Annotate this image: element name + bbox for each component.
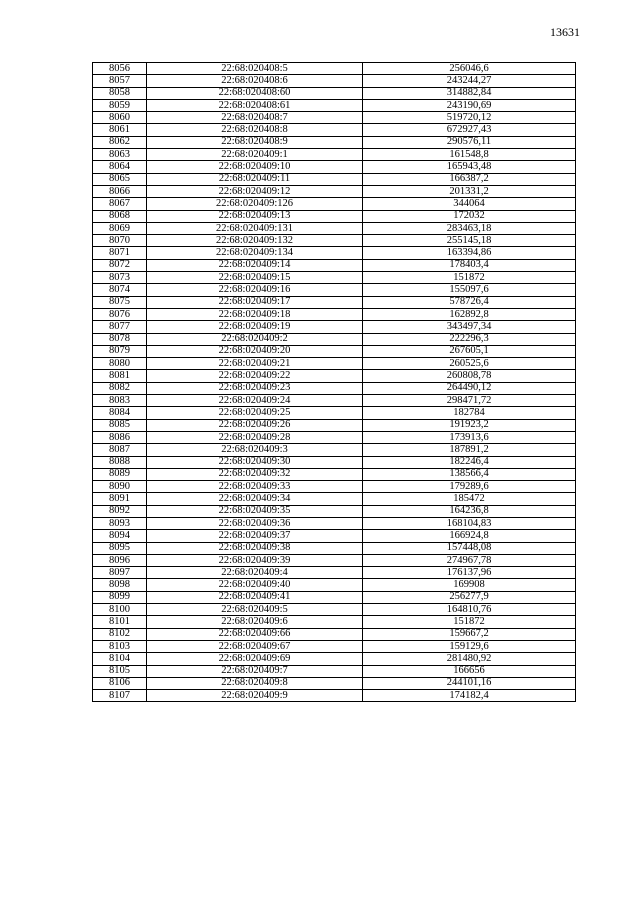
- value-cell: 168104,83: [363, 517, 576, 529]
- row-number-cell: 8064: [93, 161, 147, 173]
- row-number-cell: 8056: [93, 63, 147, 75]
- value-cell: 172032: [363, 210, 576, 222]
- row-number-cell: 8085: [93, 419, 147, 431]
- cadastral-number-cell: 22:68:020409:10: [147, 161, 363, 173]
- table-row: [93, 136, 576, 148]
- row-number-cell: 8081: [93, 370, 147, 382]
- row-number-cell: 8069: [93, 222, 147, 234]
- table-row: [93, 296, 576, 308]
- cadastral-number-cell: 22:68:020409:36: [147, 517, 363, 529]
- table-row: [93, 677, 576, 689]
- table-row: [93, 75, 576, 87]
- row-number-cell: 8104: [93, 653, 147, 665]
- table-row: [93, 99, 576, 111]
- value-cell: 343497,34: [363, 321, 576, 333]
- value-cell: 672927,43: [363, 124, 576, 136]
- row-number-cell: 8080: [93, 358, 147, 370]
- table-row: [93, 456, 576, 468]
- row-number-cell: 8098: [93, 579, 147, 591]
- cadastral-number-cell: 22:68:020409:32: [147, 468, 363, 480]
- cadastral-number-cell: 22:68:020409:11: [147, 173, 363, 185]
- value-cell: 256046,6: [363, 63, 576, 75]
- row-number-cell: 8097: [93, 567, 147, 579]
- row-number-cell: 8094: [93, 530, 147, 542]
- value-cell: 163394,86: [363, 247, 576, 259]
- cadastral-number-cell: 22:68:020409:18: [147, 308, 363, 320]
- value-cell: 298471,72: [363, 395, 576, 407]
- cadastral-number-cell: 22:68:020409:20: [147, 345, 363, 357]
- cadastral-number-cell: 22:68:020409:21: [147, 358, 363, 370]
- table-row: [93, 517, 576, 529]
- table-row: [93, 431, 576, 443]
- cadastral-number-cell: 22:68:020409:132: [147, 235, 363, 247]
- cadastral-number-cell: 22:68:020409:16: [147, 284, 363, 296]
- table-row: [93, 272, 576, 284]
- table-row: [93, 567, 576, 579]
- value-cell: 161548,8: [363, 149, 576, 161]
- table-row: [93, 395, 576, 407]
- value-cell: 222296,3: [363, 333, 576, 345]
- row-number-cell: 8105: [93, 665, 147, 677]
- table-row: [93, 308, 576, 320]
- cadastral-number-cell: 22:68:020409:33: [147, 481, 363, 493]
- cadastral-number-cell: 22:68:020409:30: [147, 456, 363, 468]
- table-row: [93, 235, 576, 247]
- value-cell: 178403,4: [363, 259, 576, 271]
- value-cell: 243244,27: [363, 75, 576, 87]
- row-number-cell: 8074: [93, 284, 147, 296]
- row-number-cell: 8076: [93, 308, 147, 320]
- row-number-cell: 8070: [93, 235, 147, 247]
- cadastral-number-cell: 22:68:020409:9: [147, 690, 363, 702]
- table-row: [93, 247, 576, 259]
- cadastral-number-cell: 22:68:020409:19: [147, 321, 363, 333]
- value-cell: 151872: [363, 272, 576, 284]
- cadastral-number-cell: 22:68:020409:5: [147, 604, 363, 616]
- row-number-cell: 8099: [93, 591, 147, 603]
- row-number-cell: 8061: [93, 124, 147, 136]
- table-row: [93, 161, 576, 173]
- value-cell: 166656: [363, 665, 576, 677]
- cadastral-number-cell: 22:68:020409:25: [147, 407, 363, 419]
- table-row: [93, 591, 576, 603]
- row-number-cell: 8057: [93, 75, 147, 87]
- cadastral-table: [92, 62, 576, 702]
- row-number-cell: 8071: [93, 247, 147, 259]
- table-row: [93, 185, 576, 197]
- value-cell: 169908: [363, 579, 576, 591]
- value-cell: 260525,6: [363, 358, 576, 370]
- value-cell: 165943,48: [363, 161, 576, 173]
- value-cell: 274967,78: [363, 554, 576, 566]
- table-row: [93, 628, 576, 640]
- row-number-cell: 8067: [93, 198, 147, 210]
- cadastral-number-cell: 22:68:020408:7: [147, 112, 363, 124]
- row-number-cell: 8089: [93, 468, 147, 480]
- cadastral-number-cell: 22:68:020409:134: [147, 247, 363, 259]
- cadastral-number-cell: 22:68:020409:4: [147, 567, 363, 579]
- cadastral-number-cell: 22:68:020409:12: [147, 185, 363, 197]
- cadastral-number-cell: 22:68:020409:35: [147, 505, 363, 517]
- cadastral-number-cell: 22:68:020408:6: [147, 75, 363, 87]
- value-cell: 255145,18: [363, 235, 576, 247]
- value-cell: 281480,92: [363, 653, 576, 665]
- row-number-cell: 8107: [93, 690, 147, 702]
- value-cell: 162892,8: [363, 308, 576, 320]
- row-number-cell: 8090: [93, 481, 147, 493]
- value-cell: 159129,6: [363, 640, 576, 652]
- row-number-cell: 8077: [93, 321, 147, 333]
- value-cell: 264490,12: [363, 382, 576, 394]
- table-row: [93, 579, 576, 591]
- cadastral-number-cell: 22:68:020409:69: [147, 653, 363, 665]
- row-number-cell: 8088: [93, 456, 147, 468]
- table-row: [93, 554, 576, 566]
- row-number-cell: 8068: [93, 210, 147, 222]
- cadastral-number-cell: 22:68:020409:66: [147, 628, 363, 640]
- table-row: [93, 407, 576, 419]
- table-row: [93, 444, 576, 456]
- table-row: [93, 653, 576, 665]
- row-number-cell: 8100: [93, 604, 147, 616]
- table-row: [93, 345, 576, 357]
- value-cell: 314882,84: [363, 87, 576, 99]
- row-number-cell: 8073: [93, 272, 147, 284]
- cadastral-number-cell: 22:68:020409:3: [147, 444, 363, 456]
- cadastral-number-cell: 22:68:020409:8: [147, 677, 363, 689]
- table-row: [93, 259, 576, 271]
- cadastral-number-cell: 22:68:020409:23: [147, 382, 363, 394]
- cadastral-number-cell: 22:68:020409:41: [147, 591, 363, 603]
- row-number-cell: 8079: [93, 345, 147, 357]
- cadastral-number-cell: 22:68:020409:7: [147, 665, 363, 677]
- cadastral-number-cell: 22:68:020409:38: [147, 542, 363, 554]
- value-cell: 176137,96: [363, 567, 576, 579]
- cadastral-number-cell: 22:68:020409:14: [147, 259, 363, 271]
- row-number-cell: 8095: [93, 542, 147, 554]
- table-row: [93, 419, 576, 431]
- cadastral-number-cell: 22:68:020409:26: [147, 419, 363, 431]
- table-row: [93, 149, 576, 161]
- row-number-cell: 8106: [93, 677, 147, 689]
- cadastral-number-cell: 22:68:020409:17: [147, 296, 363, 308]
- value-cell: 191923,2: [363, 419, 576, 431]
- row-number-cell: 8102: [93, 628, 147, 640]
- value-cell: 344064: [363, 198, 576, 210]
- row-number-cell: 8075: [93, 296, 147, 308]
- table-row: [93, 124, 576, 136]
- table-row: [93, 173, 576, 185]
- cadastral-number-cell: 22:68:020409:40: [147, 579, 363, 591]
- table-row: [93, 210, 576, 222]
- row-number-cell: 8078: [93, 333, 147, 345]
- value-cell: 182784: [363, 407, 576, 419]
- table-row: [93, 198, 576, 210]
- row-number-cell: 8092: [93, 505, 147, 517]
- row-number-cell: 8062: [93, 136, 147, 148]
- table-row: [93, 63, 576, 75]
- row-number-cell: 8103: [93, 640, 147, 652]
- table-row: [93, 690, 576, 702]
- row-number-cell: 8086: [93, 431, 147, 443]
- cadastral-number-cell: 22:68:020409:2: [147, 333, 363, 345]
- cadastral-number-cell: 22:68:020408:60: [147, 87, 363, 99]
- row-number-cell: 8083: [93, 395, 147, 407]
- value-cell: 179289,6: [363, 481, 576, 493]
- value-cell: 578726,4: [363, 296, 576, 308]
- cadastral-number-cell: 22:68:020409:1: [147, 149, 363, 161]
- value-cell: 519720,12: [363, 112, 576, 124]
- table-row: [93, 665, 576, 677]
- cadastral-number-cell: 22:68:020409:22: [147, 370, 363, 382]
- row-number-cell: 8066: [93, 185, 147, 197]
- cadastral-number-cell: 22:68:020408:5: [147, 63, 363, 75]
- value-cell: 164236,8: [363, 505, 576, 517]
- row-number-cell: 8063: [93, 149, 147, 161]
- cadastral-number-cell: 22:68:020409:131: [147, 222, 363, 234]
- table-row: [93, 481, 576, 493]
- cadastral-number-cell: 22:68:020409:13: [147, 210, 363, 222]
- row-number-cell: 8060: [93, 112, 147, 124]
- cadastral-number-cell: 22:68:020409:126: [147, 198, 363, 210]
- table-row: [93, 542, 576, 554]
- cadastral-number-cell: 22:68:020409:39: [147, 554, 363, 566]
- value-cell: 244101,16: [363, 677, 576, 689]
- table-row: [93, 604, 576, 616]
- row-number-cell: 8082: [93, 382, 147, 394]
- row-number-cell: 8101: [93, 616, 147, 628]
- row-number-cell: 8084: [93, 407, 147, 419]
- table-row: [93, 530, 576, 542]
- table-row: [93, 382, 576, 394]
- value-cell: 182246,4: [363, 456, 576, 468]
- row-number-cell: 8065: [93, 173, 147, 185]
- cadastral-number-cell: 22:68:020408:61: [147, 99, 363, 111]
- table-row: [93, 333, 576, 345]
- table-row: [93, 468, 576, 480]
- row-number-cell: 8096: [93, 554, 147, 566]
- value-cell: 283463,18: [363, 222, 576, 234]
- cadastral-number-cell: 22:68:020409:37: [147, 530, 363, 542]
- value-cell: 151872: [363, 616, 576, 628]
- value-cell: 166924,8: [363, 530, 576, 542]
- table-row: [93, 493, 576, 505]
- row-number-cell: 8059: [93, 99, 147, 111]
- value-cell: 256277,9: [363, 591, 576, 603]
- value-cell: 187891,2: [363, 444, 576, 456]
- page-number: 13631: [550, 25, 580, 39]
- value-cell: 166387,2: [363, 173, 576, 185]
- value-cell: 173913,6: [363, 431, 576, 443]
- table-row: [93, 358, 576, 370]
- value-cell: 290576,11: [363, 136, 576, 148]
- value-cell: 164810,76: [363, 604, 576, 616]
- table-row: [93, 321, 576, 333]
- value-cell: 174182,4: [363, 690, 576, 702]
- cadastral-number-cell: 22:68:020409:6: [147, 616, 363, 628]
- table-row: [93, 505, 576, 517]
- row-number-cell: 8087: [93, 444, 147, 456]
- table-row: [93, 370, 576, 382]
- row-number-cell: 8093: [93, 517, 147, 529]
- cadastral-number-cell: 22:68:020409:28: [147, 431, 363, 443]
- cadastral-number-cell: 22:68:020409:15: [147, 272, 363, 284]
- cadastral-number-cell: 22:68:020408:8: [147, 124, 363, 136]
- table-row: [93, 222, 576, 234]
- row-number-cell: 8072: [93, 259, 147, 271]
- table-row: [93, 284, 576, 296]
- value-cell: 157448,08: [363, 542, 576, 554]
- row-number-cell: 8058: [93, 87, 147, 99]
- table-row: [93, 112, 576, 124]
- value-cell: 138566,4: [363, 468, 576, 480]
- row-number-cell: 8091: [93, 493, 147, 505]
- cadastral-number-cell: 22:68:020408:9: [147, 136, 363, 148]
- table-row: [93, 640, 576, 652]
- value-cell: 267605,1: [363, 345, 576, 357]
- cadastral-number-cell: 22:68:020409:34: [147, 493, 363, 505]
- value-cell: 185472: [363, 493, 576, 505]
- value-cell: 159667,2: [363, 628, 576, 640]
- table-row: [93, 616, 576, 628]
- cadastral-number-cell: 22:68:020409:24: [147, 395, 363, 407]
- value-cell: 260808,78: [363, 370, 576, 382]
- table-body: [93, 63, 576, 702]
- value-cell: 243190,69: [363, 99, 576, 111]
- cadastral-number-cell: 22:68:020409:67: [147, 640, 363, 652]
- table-row: [93, 87, 576, 99]
- value-cell: 155097,6: [363, 284, 576, 296]
- value-cell: 201331,2: [363, 185, 576, 197]
